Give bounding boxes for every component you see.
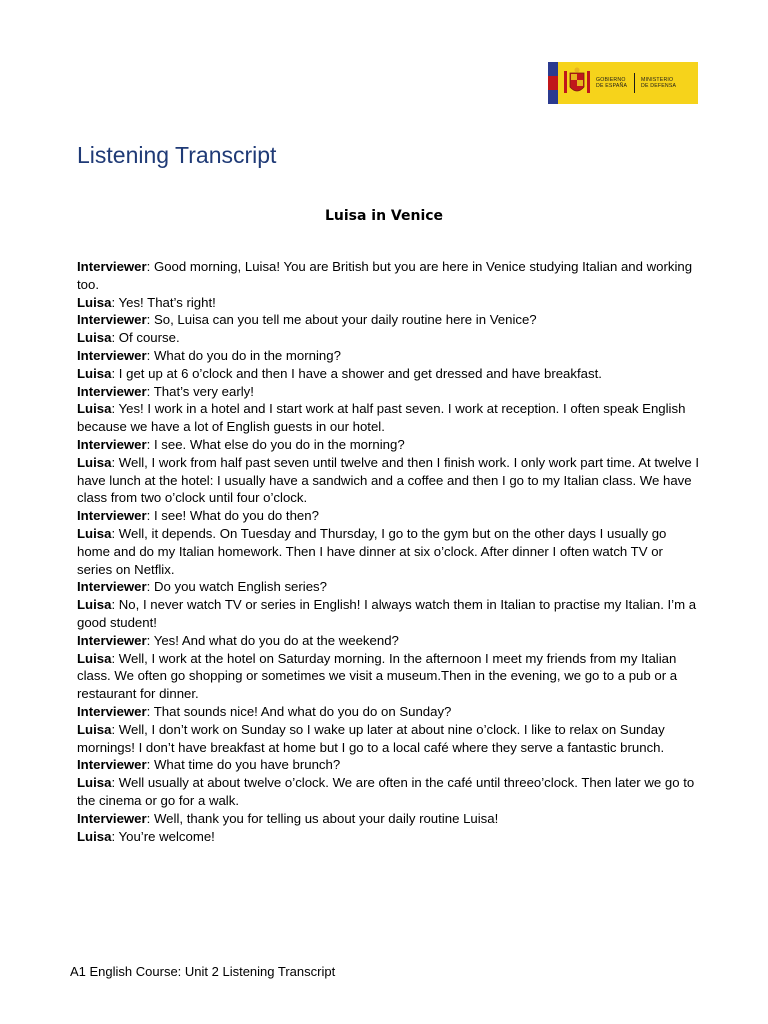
transcript-line [77, 400, 701, 436]
speech-text: : What do you do in the morning? [146, 347, 341, 363]
speech-text: : I see! What do you do then? [146, 508, 319, 524]
speaker-name: Interviewer [77, 757, 147, 773]
transcript-line [77, 578, 701, 596]
transcript-line [77, 329, 701, 347]
transcript-line [77, 454, 701, 507]
speech-text: : Well, I don’t work on Sunday so I wake up later at about nine o’clock. I like to relax on Sunday mornings! I don’t have breakfast at home but I go to a local café where they serve a fantastic brunch. [77, 721, 665, 755]
eu-flag-stripe [548, 62, 558, 104]
transcript-line [77, 596, 701, 632]
transcript-line [77, 774, 701, 810]
logo-org2-text: MINISTERIO DE DEFENSA [641, 77, 677, 89]
speaker-name: Luisa [77, 775, 112, 791]
speech-text: : Yes! And what do you do at the weekend? [146, 632, 399, 648]
transcript-line [77, 703, 701, 721]
speech-text: : Do you watch English series? [146, 579, 327, 595]
speech-text: : Well, it depends. On Tuesday and Thursday, I go to the gym but on the other days I usually go home and do my Italian homework. Then I have dinner at six o’clock. After dinner I often watch TV or series on Netflix. [77, 525, 667, 577]
speech-text: : I get up at 6 o’clock and then I have a shower and get dressed and have breakfast. [111, 365, 602, 381]
speaker-name: Interviewer [77, 810, 147, 826]
transcript-line [77, 525, 701, 578]
speech-text: : Well usually at about twelve o’clock. We are often in the café until threeo’clock. Then later we go to the cinema or go for a walk. [77, 775, 695, 808]
speaker-name: Luisa [77, 294, 112, 310]
transcript-line [77, 311, 701, 329]
speaker-name: Luisa [77, 828, 112, 844]
speaker-name: Luisa [77, 401, 112, 417]
speaker-name: Luisa [77, 597, 112, 613]
speech-text: : I see. What else do you do in the morning? [146, 436, 405, 452]
speech-text: : That’s very early! [146, 383, 254, 399]
transcript-line [77, 828, 701, 846]
speaker-name: Interviewer [77, 632, 147, 648]
transcript-line [77, 436, 701, 454]
transcript-line [77, 258, 701, 294]
transcript-subtitle: Luisa in Venice [324, 208, 444, 224]
transcript-line [77, 756, 701, 774]
speech-text: : Yes! That’s right! [111, 294, 216, 310]
transcript-line [77, 632, 701, 650]
transcript-line [77, 507, 701, 525]
speaker-name: Luisa [77, 365, 112, 381]
speaker-name: Interviewer [77, 508, 147, 524]
page-title: Listening Transcript [77, 142, 277, 168]
logo-divider [634, 73, 635, 93]
speech-text: : So, Luisa can you tell me about your daily routine here in Venice? [146, 312, 537, 328]
speaker-name: Luisa [77, 721, 112, 737]
transcript-line [77, 721, 701, 757]
speech-text: : No, I never watch TV or series in English! I always watch them in Italian to practise my Italian. I’m a good student! [77, 597, 697, 630]
speaker-name: Interviewer [77, 579, 147, 595]
transcript-line [77, 650, 701, 703]
speaker-name: Luisa [77, 330, 112, 346]
speech-text: : Well, I work from half past seven until twelve and then I finish work. I only work part time. At twelve I have lunch at the hotel: I usually have a sandwich and a coffee and then I go to my Italian class. We have class from two o’clock until four o’clock. [77, 454, 700, 506]
speaker-name: Luisa [77, 454, 112, 470]
speaker-name: Interviewer [77, 383, 147, 399]
speech-text: : Yes! I work in a hotel and I start work at half past seven. I work at reception. I often speak English because we have a lot of English guests in our hotel. [77, 401, 686, 435]
speech-text: : Well, thank you for telling us about your daily routine Luisa! [146, 810, 499, 826]
speaker-name: Interviewer [77, 436, 147, 452]
speaker-name: Interviewer [77, 703, 147, 719]
transcript-line [77, 294, 701, 312]
coat-of-arms-icon [564, 67, 590, 99]
logo-org1-text: GOBIERNO DE ESPAÑA [596, 77, 628, 89]
speaker-name: Luisa [77, 650, 112, 666]
speaker-name: Interviewer [77, 312, 147, 328]
speaker-name: Interviewer [77, 259, 147, 274]
speech-text: : Good morning, Luisa! You are British but you are here in Venice studying Italian and working too. [77, 259, 693, 292]
government-logo [548, 62, 698, 104]
speech-text: : You’re welcome! [111, 828, 215, 844]
transcript-line [77, 383, 701, 401]
speech-text: : Of course. [111, 330, 180, 346]
speech-text: : Well, I work at the hotel on Saturday morning. In the afternoon I meet my friends from my Italian class. We often go shopping or sometimes we visit a museum.Then in the evening, we go to a pub or a restaurant for dinner. [77, 650, 678, 702]
transcript-line [77, 347, 701, 365]
speaker-name: Luisa [77, 525, 112, 541]
speech-text: : What time do you have brunch? [146, 757, 341, 773]
speech-text: : That sounds nice! And what do you do on Sunday? [146, 703, 452, 719]
transcript-body [77, 258, 701, 845]
transcript-line [77, 365, 701, 383]
transcript-line [77, 810, 701, 828]
speaker-name: Interviewer [77, 347, 147, 363]
page-footer: A1 English Course: Unit 2 Listening Transcript [70, 964, 336, 979]
